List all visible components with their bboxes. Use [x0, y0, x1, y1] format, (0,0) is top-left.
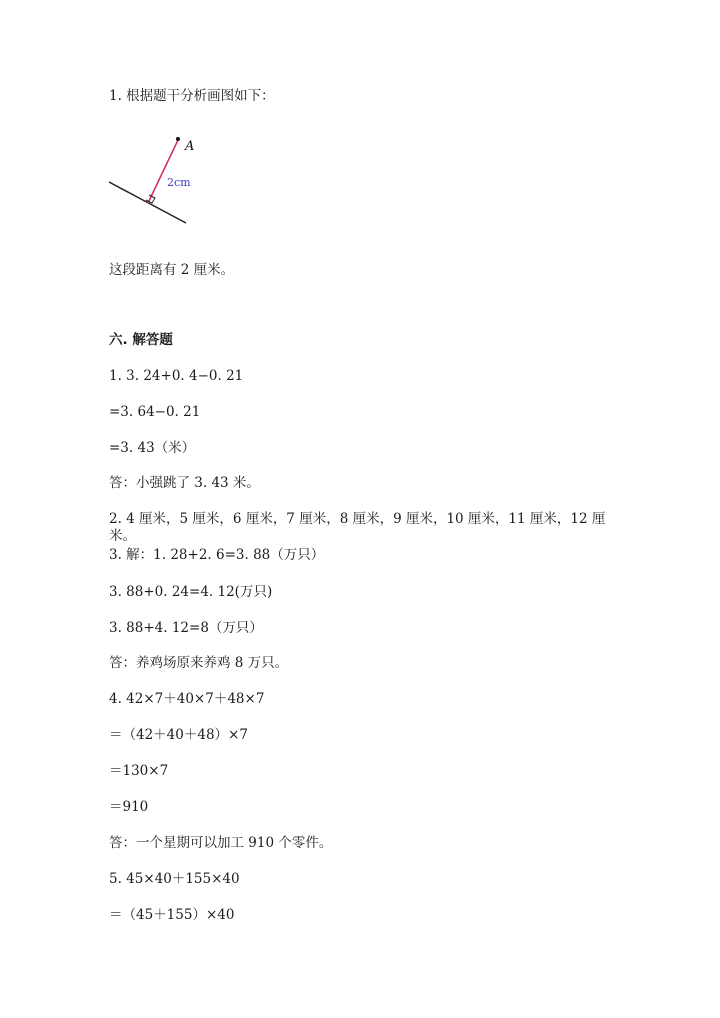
length-label: 2cm [167, 176, 191, 189]
answer-line: 1. 3. 24+0. 4−0. 21 [109, 368, 244, 384]
answer-line: ＝（42＋40＋48）×7 [109, 727, 248, 743]
section-heading: 六. 解答题 [109, 332, 173, 348]
perpendicular-segment [148, 140, 178, 203]
intro-conclusion: 这段距离有 2 厘米。 [109, 262, 235, 278]
answer-line: 3. 解：1. 28+2. 6=3. 88（万只） [109, 547, 325, 563]
answer-line: 答：养鸡场原来养鸡 8 万只。 [109, 655, 289, 671]
answer-line: 答：小强跳了 3. 43 米。 [109, 475, 260, 491]
point-a [176, 137, 180, 141]
perpendicular-distance-figure [105, 128, 205, 232]
intro-line-1: 1. 根据题干分析画图如下： [109, 88, 275, 104]
answer-line: 2. 4 厘米，5 厘米，6 厘米，7 厘米，8 厘米，9 厘米，10 厘米，11 厘米，12 厘米。 [109, 511, 606, 544]
answer-line: 3. 88+0. 24=4. 12(万只) [109, 584, 273, 600]
answer-line: 5. 45×40＋155×40 [109, 871, 240, 887]
answer-line: =3. 43（米） [109, 440, 196, 456]
answer-line: ＝910 [109, 799, 149, 815]
point-a-label: A [185, 139, 195, 154]
answer-line: ＝130×7 [109, 763, 169, 779]
answer-line: 答：一个星期可以加工 910 个零件。 [109, 835, 333, 851]
answer-line: =3. 64−0. 21 [109, 404, 201, 420]
answer-line: 3. 88+4. 12=8（万只） [109, 620, 263, 636]
answer-line: ＝（45＋155）×40 [109, 907, 235, 923]
answer-line: 4. 42×7＋40×7＋48×7 [109, 691, 265, 707]
